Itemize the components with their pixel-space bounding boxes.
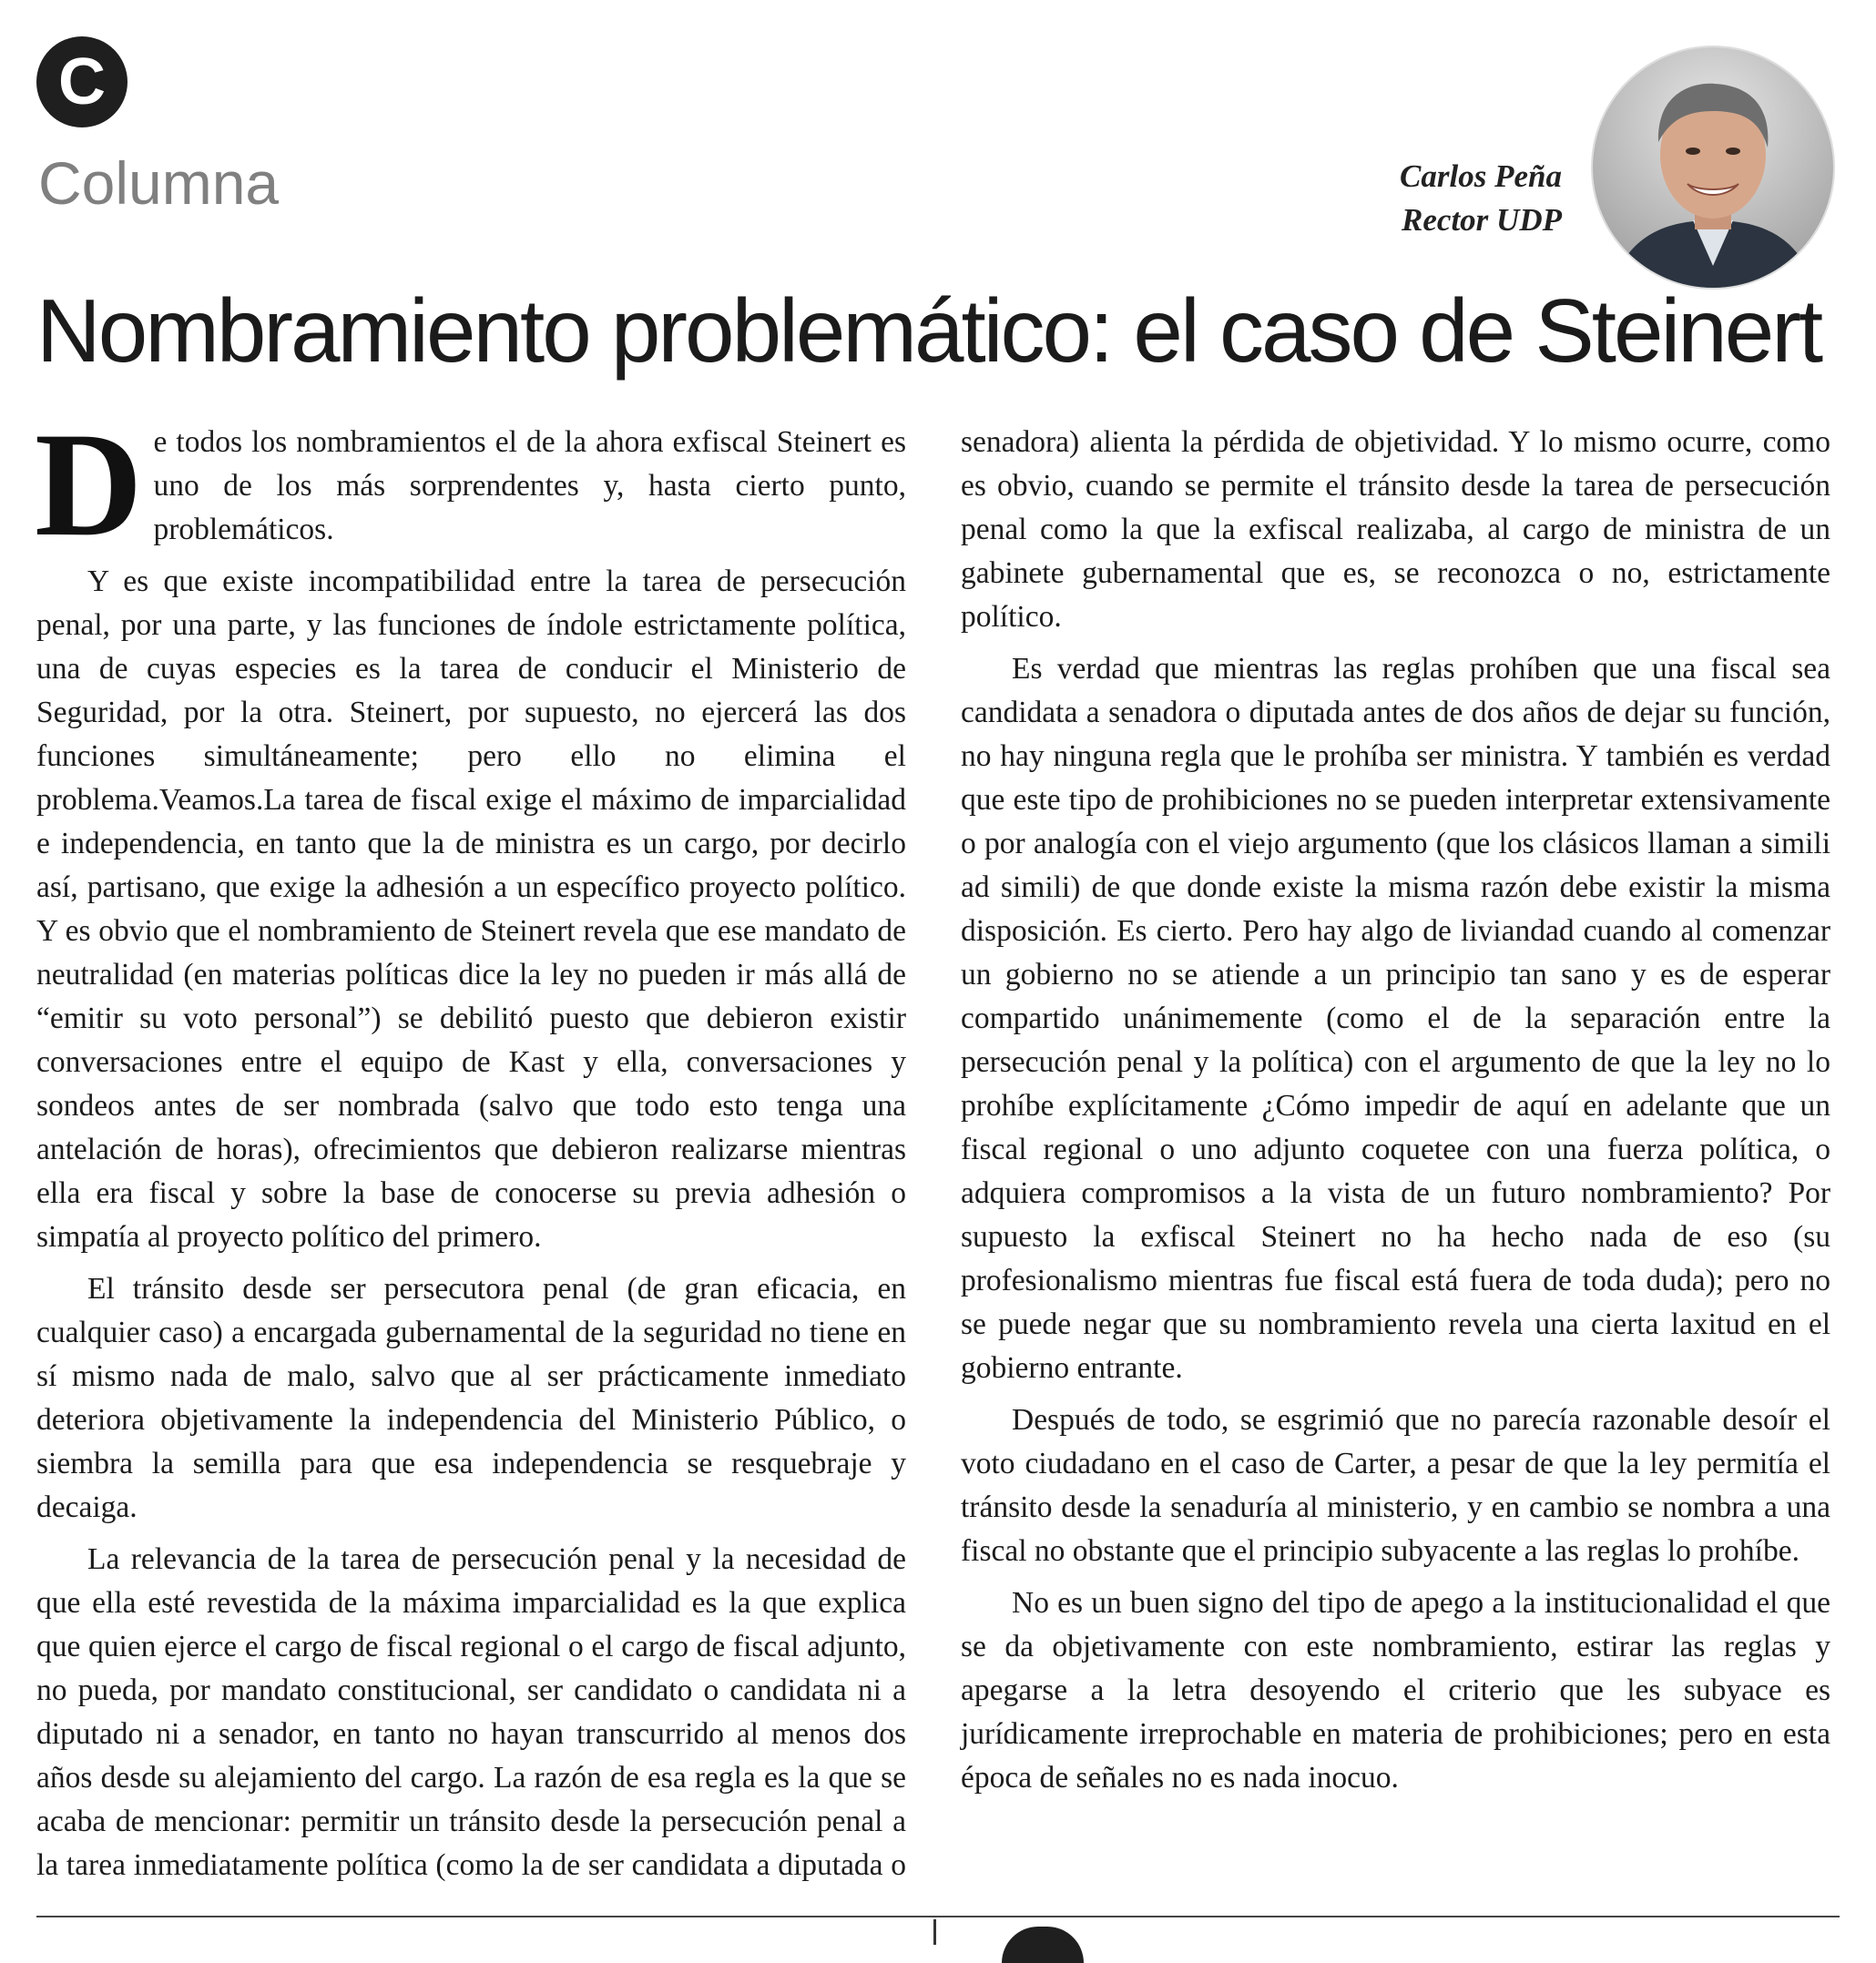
headline: Nombramiento problemático: el caso de Steinert xyxy=(36,280,1821,381)
author-photo xyxy=(1591,46,1835,290)
footer-divider xyxy=(933,1919,936,1945)
author-name: Carlos Peña xyxy=(1400,158,1562,194)
author-role: Rector UDP xyxy=(1402,202,1562,238)
article-body xyxy=(35,402,1830,1914)
section-label: Columna xyxy=(38,149,280,217)
first-paragraph-text: e todos los nombramientos el de la ahora exfiscal Steinert es uno de los más sorprendentes y, hasta cierto punto, problemáticos. xyxy=(153,425,906,546)
article-paragraph: Después de todo, se esgrimió que no parecía razonable desoír el voto ciudadano en el caso de Carter, a pesar de que la ley permitía el tránsito desde la senaduría al ministerio, y en cambio se nombra a una fiscal no obstante que el principio subyacente a las reglas lo prohíbe. xyxy=(961,1403,1830,1568)
section-logo-letter: C xyxy=(58,46,106,118)
article-paragraph: Y es que existe incompatibilidad entre la tarea de persecución penal, por una parte, y las funciones de índole estrictamente política, una de cuyas especies es la tarea de conducir el Ministerio de Seguridad, por la otra. Steinert, por supuesto, no ejercerá las dos funciones simultáneamente; pero ello no elimina el problema.Veamos.La tarea de fiscal exige el máximo de imparcialidad e independencia, en tanto que la de ministra es un cargo, por decirlo así, partisano, que exige la adhesión a un específico proyecto político. Y es obvio que el nombramiento de Steinert revela que ese mandato de neutralidad (en materias políticas dice la ley no pueden ir más allá de “emitir su voto personal”) se debilitó puesto que debieron existir conversaciones entre el equipo de Kast y ella, conversaciones y sondeos antes de ser nombrada (salvo que todo esto tenga una antelación de horas), ofrecimientos que debieron realizarse mientras ella era fiscal y sobre la base de conocerse su previa adhesión o simpatía al proyecto político del primero. xyxy=(36,564,906,1254)
article-paragraph: Es verdad que mientras las reglas prohíben que una fiscal sea candidata a senadora o diputada antes de dos años de dejar su función, no hay ninguna regla que le prohíba ser ministra. Y también es verdad que este tipo de prohibiciones no se pueden interpretar extensivamente o por analogía con el viejo argumento (que los clásicos llaman a simili ad simili) de que donde existe la misma razón debe existir la misma disposición. Es cierto. Pero hay algo de liviandad cuando al comenzar un gobierno no se atiende a un principio tan sano y es de esperar compartido unánimemente (como el de la separación entre la persecución penal y la política) con el argumento de que la ley no lo prohíbe explícitamente ¿Cómo impedir de aquí en adelante que un fiscal regional o uno adjunto coquetee con una fuerza política, o adquiera compromisos a la vista de un futuro nombramiento? Por supuesto la exfiscal Steinert no ha hecho nada de eso (su profesionalismo mientras fue fiscal está fuera de toda duda); pero no se puede negar que su nombramiento revela una cierta laxitud en el gobierno entrante. xyxy=(961,652,1830,1385)
section-logo xyxy=(36,36,127,127)
article-paragraph xyxy=(35,402,906,567)
article-paragraph: El tránsito desde ser persecutora penal (de gran eficacia, en cualquier caso) a encargada gubernamental de la seguridad no tiene en sí mismo nada de malo, salvo que al ser prácticamente inmediato deteriora objetivamente la independencia del Ministerio Público, o siembra la semilla para que esa independencia se resquebraje y decaiga. xyxy=(36,1272,906,1524)
article-paragraph: No es un buen signo del tipo de apego a la institucionalidad el que se da objetivamente con este nombramiento, estirar las reglas y apegarse a la letra desoyendo el criterio que les subyace es jurídicamente irreprochable en materia de prohibiciones; pero en esta época de señales no es nada inocuo. xyxy=(961,1586,1830,1795)
author-portrait-image xyxy=(1593,47,1833,288)
drop-cap: D xyxy=(35,402,143,567)
bottom-rule xyxy=(36,1916,1840,1917)
author-byline xyxy=(1400,155,1562,242)
article-paragraph: La relevancia de la tarea de persecución penal y la necesidad de que ella esté revestida de la máxima imparcialidad es la que explica que quien ejerce el cargo de fiscal regional o el cargo de fiscal adjunto, no pueda, por mandato constitucional, ser candidato o candidata ni a diputado ni a senador, en tanto no hayan transcurrido al menos dos años desde su alejamiento del cargo. La razón de esa regla es la que se acaba de mencionar: permitir un tránsito desde la persecución penal a la tarea inmediatamente política (como la de ser candidata a diputada o senadora) alienta la pérdida de objetividad. Y lo mismo ocurre, como es obvio, cuando se permite el tránsito desde la tarea de persecución penal como la que la exfiscal realizaba, al cargo de ministra de un gabinete gubernamental que es, se reconozca o no, estrictamente político. xyxy=(36,425,1830,1882)
page-marker-shape xyxy=(1002,1927,1084,1963)
